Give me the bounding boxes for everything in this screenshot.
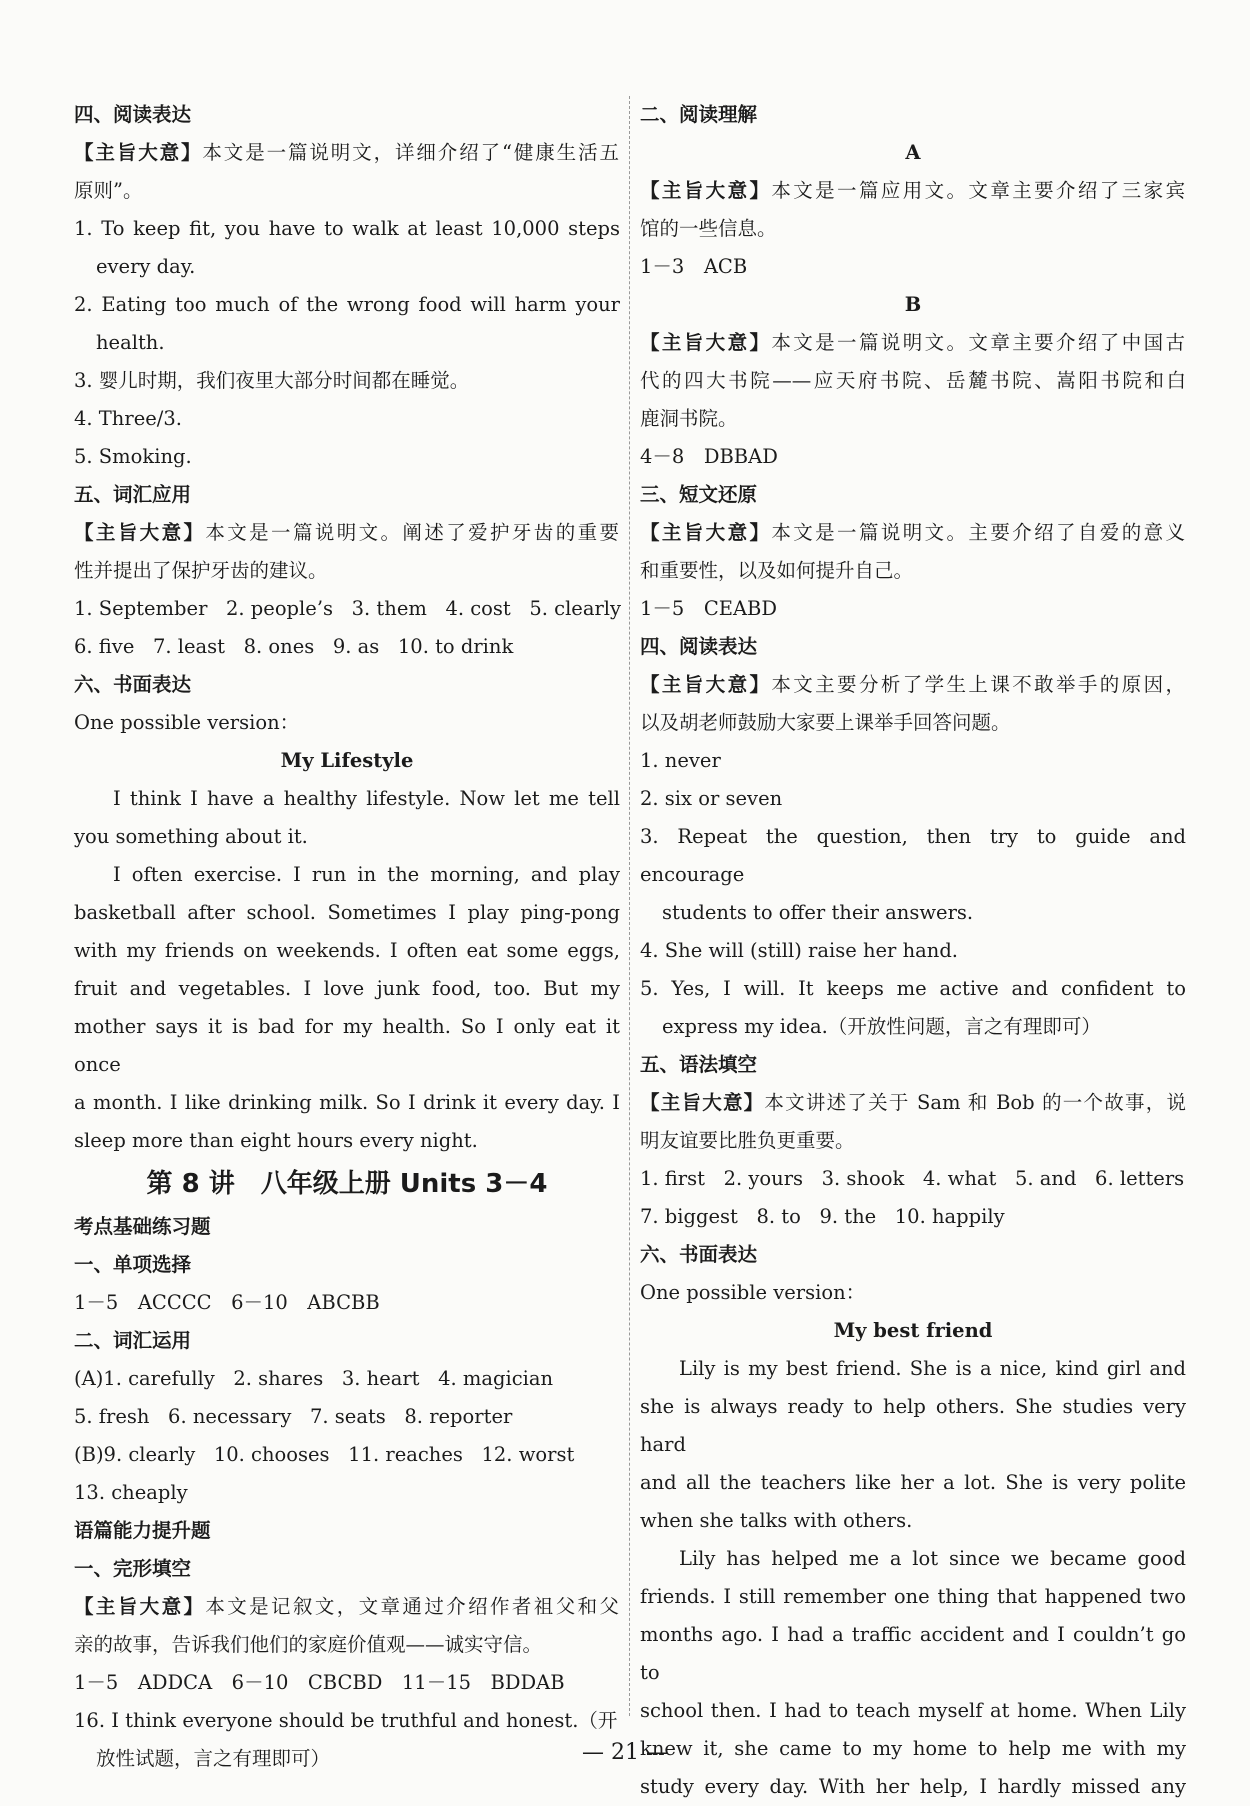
section-heading: 一、完形填空 bbox=[74, 1557, 192, 1580]
left-column bbox=[74, 96, 620, 1778]
page-number: — 21 — bbox=[582, 1740, 668, 1765]
essay-line: a month. I like drinking milk. So I drink it every day. I bbox=[74, 1091, 620, 1114]
answer-1: 1. never bbox=[640, 749, 721, 772]
section-heading: 二、词汇运用 bbox=[74, 1329, 192, 1352]
answer-row: 1－5 CEABD bbox=[640, 597, 778, 620]
column-divider bbox=[629, 96, 630, 1716]
answer-2: 2. Eating too much of the wrong food will harm your bbox=[74, 293, 620, 316]
essay-line: fruit and vegetables. I love junk food, too. But my bbox=[74, 977, 620, 1000]
version-label: One possible version： bbox=[74, 711, 300, 734]
essay-line: she is always ready to help others. She studies very hard bbox=[640, 1395, 1186, 1456]
main-idea-cont: 原则”。 bbox=[74, 179, 143, 202]
answer-row: 6. five 7. least 8. ones 9. as 10. to drink bbox=[74, 635, 514, 658]
answer-row: 5. fresh 6. necessary 7. seats 8. reporter bbox=[74, 1405, 513, 1428]
main-idea-cont: 鹿洞书院。 bbox=[640, 407, 738, 430]
answer-row: (A)1. carefully 2. shares 3. heart 4. magician bbox=[74, 1367, 554, 1390]
answer-row: 4－8 DBBAD bbox=[640, 445, 778, 468]
essay-line: and all the teachers like her a lot. She is very polite bbox=[640, 1471, 1186, 1494]
answer-2-cont: health. bbox=[96, 331, 165, 354]
main-idea: 【主旨大意】本文是记叙文，文章通过介绍作者祖父和父 bbox=[74, 1595, 620, 1618]
section-heading: 四、阅读表达 bbox=[640, 635, 758, 658]
answer-3: 3. Repeat the question, then try to guide and encourage bbox=[640, 825, 1186, 886]
essay-line: basketball after school. Sometimes I play ping-pong bbox=[74, 901, 620, 924]
answer-row: 1－5 ADDCA 6－10 CBCBD 11－15 BDDAB bbox=[74, 1671, 565, 1694]
essay-line: Lily is my best friend. She is a nice, kind girl and bbox=[679, 1357, 1186, 1380]
main-idea-cont: 代的四大书院——应天府书院、岳麓书院、嵩阳书院和白 bbox=[640, 369, 1186, 392]
main-idea: 【主旨大意】本文是一篇说明文。阐述了爱护牙齿的重要 bbox=[74, 521, 620, 544]
essay-line: sleep more than eight hours every night. bbox=[74, 1129, 478, 1152]
answer-5: 5. Yes, I will. It keeps me active and confident to bbox=[640, 977, 1186, 1000]
answer-row: 13. cheaply bbox=[74, 1481, 188, 1504]
section-heading: 五、词汇应用 bbox=[74, 483, 192, 506]
section-heading: 二、阅读理解 bbox=[640, 103, 758, 126]
essay-line: you something about it. bbox=[74, 825, 308, 848]
section-heading: 五、语法填空 bbox=[640, 1053, 758, 1076]
main-idea: 【主旨大意】本文讲述了关于 Sam 和 Bob 的一个故事，说 bbox=[640, 1091, 1186, 1114]
answer-row: 1－3 ACB bbox=[640, 255, 748, 278]
section-heading: 一、单项选择 bbox=[74, 1253, 192, 1276]
main-idea-cont: 性并提出了保护牙齿的建议。 bbox=[74, 559, 328, 582]
answer-1-cont: every day. bbox=[96, 255, 196, 278]
essay-line: months ago. I had a traffic accident and I couldn’t go to bbox=[640, 1623, 1186, 1684]
version-label: One possible version： bbox=[640, 1281, 866, 1304]
answer-4: 4. Three/3. bbox=[74, 407, 182, 430]
answer-5-cont: express my idea.（开放性问题，言之有理即可） bbox=[662, 1015, 1101, 1038]
answer-row: (B)9. clearly 10. chooses 11. reaches 12. worst bbox=[74, 1443, 575, 1466]
main-idea-cont: 明友谊要比胜负更重要。 bbox=[640, 1129, 855, 1152]
answer-16-cont: 放性试题，言之有理即可） bbox=[96, 1747, 331, 1770]
answer-3: 3. 婴儿时期，我们夜里大部分时间都在睡觉。 bbox=[74, 369, 470, 392]
essay-line: I often exercise. I run in the morning, and play bbox=[113, 863, 620, 886]
main-idea-cont: 以及胡老师鼓励大家要上课举手回答问题。 bbox=[640, 711, 1011, 734]
right-column bbox=[640, 96, 1186, 1806]
essay-line: study every day. With her help, I hardly missed any bbox=[640, 1775, 1186, 1798]
main-idea-cont: 和重要性，以及如何提升自己。 bbox=[640, 559, 914, 582]
main-idea: 【主旨大意】本文是一篇说明文，详细介绍了“健康生活五 bbox=[74, 141, 620, 164]
essay-line: Lily has helped me a lot since we became good bbox=[679, 1547, 1186, 1570]
essay-line: mother says it is bad for my health. So I only eat it once bbox=[74, 1015, 620, 1076]
answer-2: 2. six or seven bbox=[640, 787, 783, 810]
subsection-heading: 语篇能力提升题 bbox=[74, 1519, 211, 1542]
section-heading: 四、阅读表达 bbox=[74, 103, 192, 126]
answer-5: 5. Smoking. bbox=[74, 445, 192, 468]
section-heading: 六、书面表达 bbox=[74, 673, 192, 696]
main-idea: 【主旨大意】本文是一篇应用文。文章主要介绍了三家宾 bbox=[640, 179, 1186, 202]
lesson-title: 第 8 讲 八年级上册 Units 3－4 bbox=[146, 1169, 548, 1199]
answer-row: 1－5 ACCCC 6－10 ABCBB bbox=[74, 1291, 380, 1314]
essay-title: My Lifestyle bbox=[280, 749, 414, 772]
answer-3-cont: students to offer their answers. bbox=[662, 901, 974, 924]
essay-line: with my friends on weekends. I often eat some eggs, bbox=[74, 939, 620, 962]
answer-16: 16. I think everyone should be truthful and honest.（开 bbox=[74, 1709, 618, 1732]
subsection-heading: 考点基础练习题 bbox=[74, 1215, 211, 1238]
essay-line: friends. I still remember one thing that happened two bbox=[640, 1585, 1186, 1608]
passage-label: A bbox=[905, 141, 921, 164]
essay-line: school then. I had to teach myself at home. When Lily bbox=[640, 1699, 1186, 1722]
essay-title: My best friend bbox=[833, 1319, 993, 1342]
main-idea: 【主旨大意】本文是一篇说明文。文章主要介绍了中国古 bbox=[640, 331, 1186, 354]
answer-1: 1. To keep fit, you have to walk at least 10,000 steps bbox=[74, 217, 620, 240]
main-idea-cont: 亲的故事，告诉我们他们的家庭价值观——诚实守信。 bbox=[74, 1633, 543, 1656]
answer-row: 1. September 2. people’s 3. them 4. cost 5. clearly bbox=[74, 597, 622, 620]
main-idea: 【主旨大意】本文是一篇说明文。主要介绍了自爱的意义 bbox=[640, 521, 1186, 544]
passage-label: B bbox=[904, 293, 922, 316]
answer-4: 4. She will (still) raise her hand. bbox=[640, 939, 958, 962]
main-idea-cont: 馆的一些信息。 bbox=[640, 217, 777, 240]
main-idea: 【主旨大意】本文主要分析了学生上课不敢举手的原因， bbox=[640, 673, 1186, 696]
answer-row: 1. first 2. yours 3. shook 4. what 5. and 6. letters bbox=[640, 1167, 1185, 1190]
essay-line: I think I have a healthy lifestyle. Now let me tell bbox=[113, 787, 620, 810]
answer-row: 7. biggest 8. to 9. the 10. happily bbox=[640, 1205, 1005, 1228]
section-heading: 六、书面表达 bbox=[640, 1243, 758, 1266]
essay-line: when she talks with others. bbox=[640, 1509, 913, 1532]
section-heading: 三、短文还原 bbox=[640, 483, 758, 506]
essay-line: knew it, she came to my home to help me with my bbox=[640, 1737, 1186, 1760]
